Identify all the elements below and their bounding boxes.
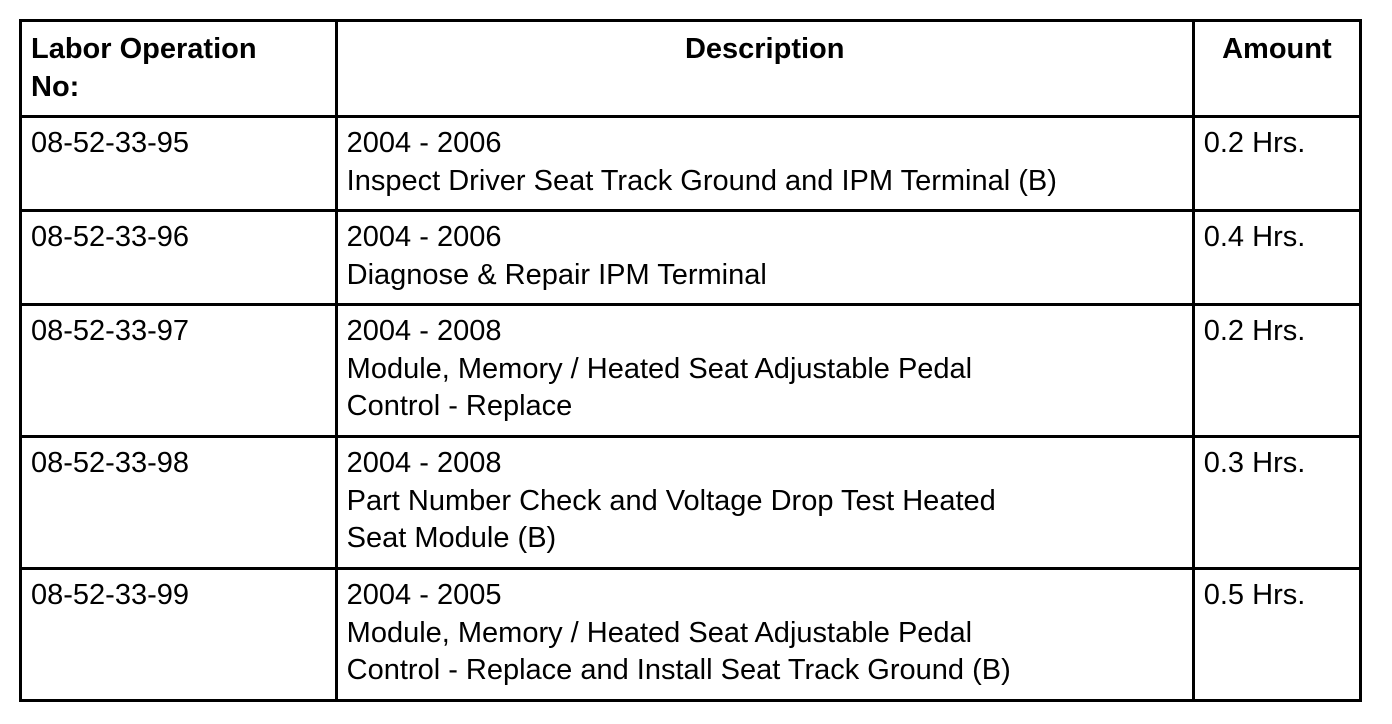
description-cell xyxy=(336,211,1193,305)
header-description: Description xyxy=(336,21,1193,117)
description-text-continued: Control - Replace xyxy=(346,390,573,422)
description-text-continued: Control - Replace and Install Seat Track Ground (B) xyxy=(346,654,1011,686)
table-row xyxy=(21,117,1361,211)
operation-number-cell: 08-52-33-95 xyxy=(21,117,337,211)
description-years: 2004 - 2008 xyxy=(346,315,502,347)
description-years: 2004 - 2006 xyxy=(346,127,502,159)
description-years: 2004 - 2008 xyxy=(346,447,502,479)
operation-number-cell: 08-52-33-96 xyxy=(21,211,337,305)
description-text-continued: Seat Module (B) xyxy=(346,522,557,554)
table-row xyxy=(21,211,1361,305)
operation-number-cell: 08-52-33-97 xyxy=(21,305,337,437)
description-text: Module, Memory / Heated Seat Adjustable Pedal xyxy=(346,616,973,649)
description-cell xyxy=(336,437,1193,569)
amount-cell: 0.4 Hrs. xyxy=(1193,211,1360,305)
amount-cell: 0.2 Hrs. xyxy=(1193,305,1360,437)
description-years: 2004 - 2006 xyxy=(346,221,502,253)
operation-number-cell: 08-52-33-98 xyxy=(21,437,337,569)
description-text: Diagnose & Repair IPM Terminal xyxy=(346,258,767,291)
table-row xyxy=(21,437,1361,569)
description-text: Part Number Check and Voltage Drop Test Heated xyxy=(346,484,996,517)
description-cell xyxy=(336,305,1193,437)
amount-cell: 0.3 Hrs. xyxy=(1193,437,1360,569)
amount-cell: 0.2 Hrs. xyxy=(1193,117,1360,211)
amount-cell: 0.5 Hrs. xyxy=(1193,569,1360,701)
table-row xyxy=(21,569,1361,701)
table-row xyxy=(21,305,1361,437)
description-cell xyxy=(336,117,1193,211)
header-labor-operation-line1: Labor Operation xyxy=(31,33,257,65)
description-text: Module, Memory / Heated Seat Adjustable Pedal xyxy=(346,352,973,385)
labor-operations-table xyxy=(19,19,1362,702)
header-labor-operation-no xyxy=(21,21,337,117)
header-labor-operation-line2: No: xyxy=(31,71,80,103)
header-amount: Amount xyxy=(1193,21,1360,117)
description-years: 2004 - 2005 xyxy=(346,579,502,611)
table-header-row xyxy=(21,21,1361,117)
description-text: Inspect Driver Seat Track Ground and IPM Terminal (B) xyxy=(346,164,1057,197)
description-cell xyxy=(336,569,1193,701)
operation-number-cell: 08-52-33-99 xyxy=(21,569,337,701)
